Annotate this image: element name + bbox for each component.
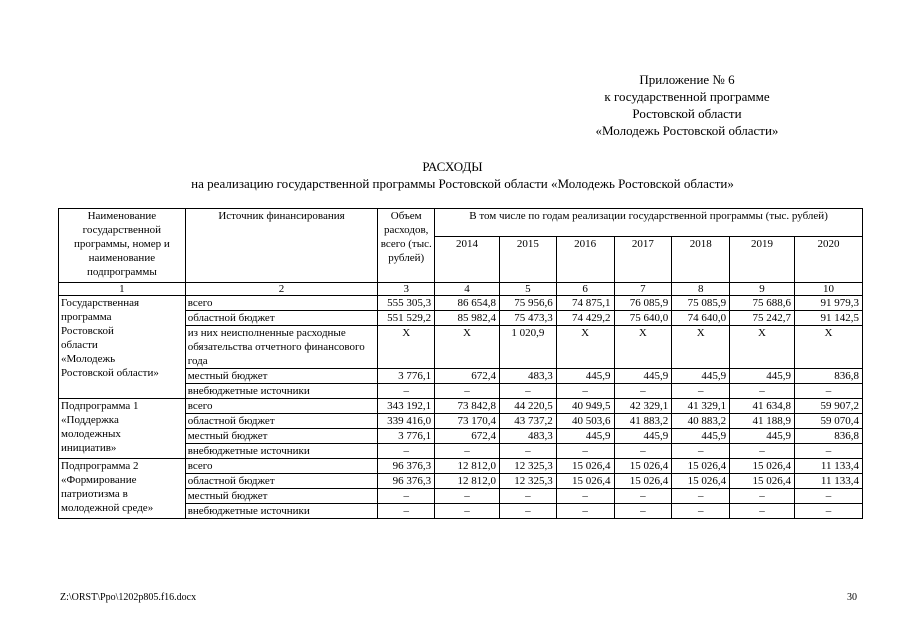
value-cell: – <box>794 444 862 459</box>
header-year: 2015 <box>499 237 556 283</box>
source-cell: местный бюджет <box>185 369 378 384</box>
value-cell: – <box>672 504 730 519</box>
source-cell: местный бюджет <box>185 489 378 504</box>
appendix-line: к государственной программе <box>604 89 770 104</box>
value-cell: 483,3 <box>499 429 556 444</box>
value-cell: – <box>794 504 862 519</box>
value-cell: 445,9 <box>614 369 672 384</box>
value-cell: – <box>435 489 500 504</box>
source-cell: всего <box>185 296 378 311</box>
value-cell: 836,8 <box>794 429 862 444</box>
appendix-line: Приложение № 6 <box>639 72 735 87</box>
value-cell: 12 325,3 <box>499 474 556 489</box>
source-cell: внебюджетные источники <box>185 384 378 399</box>
value-cell: – <box>614 504 672 519</box>
value-cell: 40 949,5 <box>556 399 614 414</box>
value-cell: – <box>794 384 862 399</box>
table-row <box>59 296 863 311</box>
value-cell: – <box>499 504 556 519</box>
source-cell: местный бюджет <box>185 429 378 444</box>
value-cell: Х <box>556 326 614 369</box>
value-cell: 75 473,3 <box>499 311 556 326</box>
value-cell: 15 026,4 <box>672 459 730 474</box>
value-cell: – <box>614 489 672 504</box>
value-cell: 85 982,4 <box>435 311 500 326</box>
program-name-line: Ростовской <box>61 325 114 337</box>
value-cell: 672,4 <box>435 429 500 444</box>
value-cell: 15 026,4 <box>614 474 672 489</box>
value-cell: – <box>730 504 795 519</box>
value-cell: 59 070,4 <box>794 414 862 429</box>
program-name-line: «Молодежь <box>61 353 116 365</box>
value-cell: Х <box>435 326 500 369</box>
header-years-group: В том числе по годам реализации государственной программы (тыс. рублей) <box>435 209 863 237</box>
source-cell: внебюджетные источники <box>185 444 378 459</box>
value-cell: 41 329,1 <box>672 399 730 414</box>
value-cell: – <box>378 384 435 399</box>
header-year: 2017 <box>614 237 672 283</box>
value-cell: 15 026,4 <box>730 459 795 474</box>
header-name: Наименование государственной программы, номер и наименование подпрограммы <box>59 209 186 283</box>
table-row <box>59 399 863 414</box>
value-cell: Х <box>730 326 795 369</box>
value-cell: 11 133,4 <box>794 474 862 489</box>
column-number: 10 <box>794 283 862 296</box>
value-cell: 483,3 <box>499 369 556 384</box>
value-cell: – <box>378 444 435 459</box>
value-cell: – <box>614 384 672 399</box>
value-cell: 41 188,9 <box>730 414 795 429</box>
value-cell: – <box>435 504 500 519</box>
source-cell: внебюджетные источники <box>185 504 378 519</box>
value-cell: 91 142,5 <box>794 311 862 326</box>
value-cell: 15 026,4 <box>730 474 795 489</box>
program-name-line: молодежных <box>61 428 121 440</box>
column-number-row <box>59 283 863 296</box>
program-name-line: патриотизма в <box>61 488 128 500</box>
value-cell: 15 026,4 <box>614 459 672 474</box>
header-total: Объем расходов, всего (тыс. рублей) <box>378 209 435 283</box>
value-cell: 445,9 <box>556 369 614 384</box>
value-cell: – <box>556 444 614 459</box>
value-cell: 339 416,0 <box>378 414 435 429</box>
value-cell: 40 883,2 <box>672 414 730 429</box>
header-source: Источник финансирования <box>185 209 378 283</box>
value-cell: – <box>435 384 500 399</box>
value-cell: 15 026,4 <box>556 459 614 474</box>
value-cell: 74 640,0 <box>672 311 730 326</box>
value-cell: – <box>378 489 435 504</box>
value-cell: 3 776,1 <box>378 369 435 384</box>
value-cell: – <box>730 384 795 399</box>
page-number: 30 <box>847 592 857 603</box>
program-name-line: молодежной среде» <box>61 502 154 514</box>
program-name-line: Ростовской области» <box>61 367 159 379</box>
source-cell: всего <box>185 399 378 414</box>
value-cell: 74 875,1 <box>556 296 614 311</box>
header-year: 2018 <box>672 237 730 283</box>
value-cell: 15 026,4 <box>556 474 614 489</box>
value-cell: 15 026,4 <box>672 474 730 489</box>
program-name-line: Государственная <box>61 297 140 309</box>
header-year: 2019 <box>730 237 795 283</box>
value-cell: 96 376,3 <box>378 459 435 474</box>
value-cell: Х <box>378 326 435 369</box>
value-cell: Х <box>794 326 862 369</box>
value-cell: 12 812,0 <box>435 459 500 474</box>
value-cell: 44 220,5 <box>499 399 556 414</box>
value-cell: 445,9 <box>672 429 730 444</box>
source-cell: всего <box>185 459 378 474</box>
value-cell: 75 242,7 <box>730 311 795 326</box>
header-year: 2020 <box>794 237 862 283</box>
title-main: РАСХОДЫ <box>422 159 483 174</box>
value-cell: – <box>672 384 730 399</box>
program-name-line: области <box>61 339 98 351</box>
value-cell: 76 085,9 <box>614 296 672 311</box>
value-cell: – <box>672 489 730 504</box>
value-cell: 343 192,1 <box>378 399 435 414</box>
value-cell: 445,9 <box>672 369 730 384</box>
value-cell: 41 883,2 <box>614 414 672 429</box>
value-cell: – <box>672 444 730 459</box>
value-cell: 75 085,9 <box>672 296 730 311</box>
program-name-line: инициатив» <box>61 442 117 454</box>
value-cell: 41 634,8 <box>730 399 795 414</box>
appendix-line: «Молодежь Ростовской области» <box>595 123 779 138</box>
value-cell: 12 325,3 <box>499 459 556 474</box>
column-number: 7 <box>614 283 672 296</box>
column-number: 8 <box>672 283 730 296</box>
value-cell: 43 737,2 <box>499 414 556 429</box>
program-name-cell <box>59 459 186 519</box>
value-cell: Х <box>614 326 672 369</box>
value-cell: – <box>556 504 614 519</box>
document-title <box>0 158 905 192</box>
source-cell: из них неисполненные расходные обязательства отчетного финансового года <box>185 326 378 369</box>
value-cell: – <box>435 444 500 459</box>
appendix-line: Ростовской области <box>632 106 742 121</box>
program-name-cell <box>59 399 186 459</box>
program-name-cell <box>59 296 186 399</box>
value-cell: – <box>794 489 862 504</box>
value-cell: 555 305,3 <box>378 296 435 311</box>
value-cell: – <box>614 444 672 459</box>
value-cell: 75 640,0 <box>614 311 672 326</box>
value-cell: 1 020,9 <box>499 326 556 369</box>
program-name-line: Подпрограмма 1 <box>61 400 139 412</box>
value-cell: – <box>499 444 556 459</box>
value-cell: 445,9 <box>730 429 795 444</box>
value-cell: 73 170,4 <box>435 414 500 429</box>
column-number: 5 <box>499 283 556 296</box>
value-cell: 96 376,3 <box>378 474 435 489</box>
value-cell: 86 654,8 <box>435 296 500 311</box>
value-cell: – <box>556 384 614 399</box>
column-number: 1 <box>59 283 186 296</box>
column-number: 6 <box>556 283 614 296</box>
value-cell: 40 503,6 <box>556 414 614 429</box>
source-cell: областной бюджет <box>185 311 378 326</box>
value-cell: 42 329,1 <box>614 399 672 414</box>
value-cell: 91 979,3 <box>794 296 862 311</box>
program-name-line: Подпрограмма 2 <box>61 460 139 472</box>
value-cell: 12 812,0 <box>435 474 500 489</box>
value-cell: Х <box>672 326 730 369</box>
program-name-line: «Формирование <box>61 474 137 486</box>
program-name-line: «Поддержка <box>61 414 119 426</box>
value-cell: 445,9 <box>556 429 614 444</box>
value-cell: 3 776,1 <box>378 429 435 444</box>
value-cell: 551 529,2 <box>378 311 435 326</box>
value-cell: 445,9 <box>614 429 672 444</box>
value-cell: 11 133,4 <box>794 459 862 474</box>
value-cell: – <box>556 489 614 504</box>
column-number: 4 <box>435 283 500 296</box>
column-number: 9 <box>730 283 795 296</box>
value-cell: 73 842,8 <box>435 399 500 414</box>
expenses-table <box>58 208 863 519</box>
title-subtitle: на реализацию государственной программы Ростовской области «Молодежь Ростовской области» <box>191 176 734 191</box>
value-cell: – <box>499 489 556 504</box>
header-year: 2016 <box>556 237 614 283</box>
value-cell: 75 956,6 <box>499 296 556 311</box>
source-cell: областной бюджет <box>185 414 378 429</box>
value-cell: 74 429,2 <box>556 311 614 326</box>
program-name-line: программа <box>61 311 112 323</box>
value-cell: – <box>730 444 795 459</box>
value-cell: 59 907,2 <box>794 399 862 414</box>
value-cell: – <box>730 489 795 504</box>
column-number: 2 <box>185 283 378 296</box>
value-cell: 75 688,6 <box>730 296 795 311</box>
value-cell: 672,4 <box>435 369 500 384</box>
table-row <box>59 459 863 474</box>
source-cell: областной бюджет <box>185 474 378 489</box>
appendix-header <box>537 71 837 139</box>
column-number: 3 <box>378 283 435 296</box>
header-year: 2014 <box>435 237 500 283</box>
file-path: Z:\ORST\Ppo\1202p805.f16.docx <box>60 592 197 603</box>
value-cell: – <box>499 384 556 399</box>
value-cell: – <box>378 504 435 519</box>
value-cell: 445,9 <box>730 369 795 384</box>
value-cell: 836,8 <box>794 369 862 384</box>
